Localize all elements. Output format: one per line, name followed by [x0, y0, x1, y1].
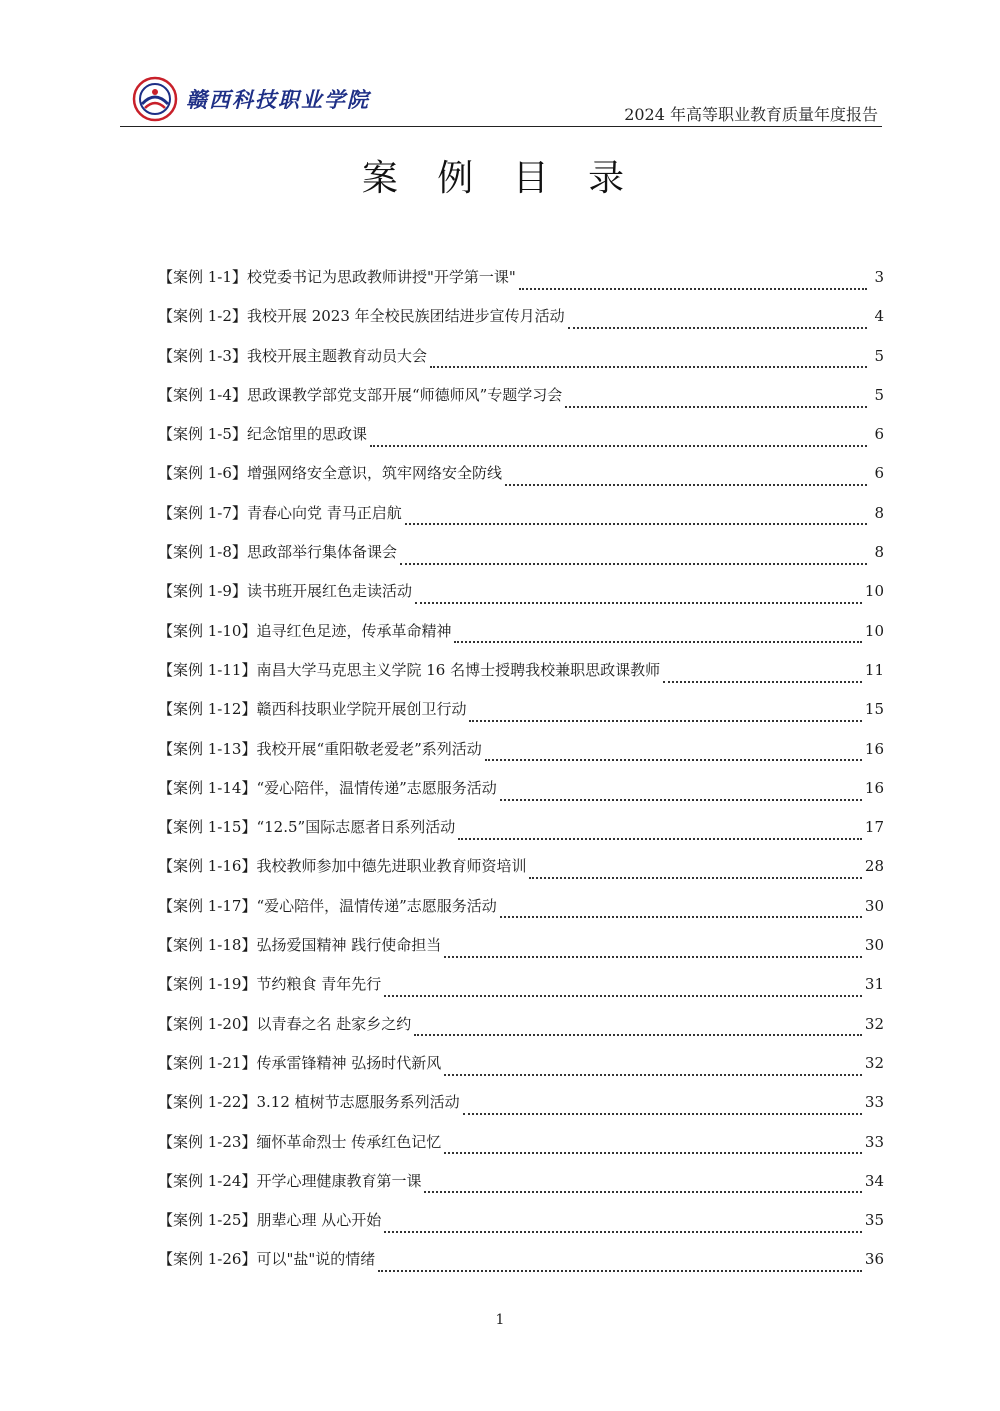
toc-entry-label: 【案例 1-6】 — [158, 464, 247, 483]
toc-dot-leader — [463, 1113, 862, 1115]
toc-entry-page: 16 — [864, 739, 884, 758]
toc-entry-page: 33 — [864, 1093, 884, 1112]
toc-entry[interactable] — [158, 462, 884, 501]
page-title: 案 例 目 录 — [361, 158, 639, 199]
toc-entry[interactable] — [158, 266, 884, 305]
toc-entry-page: 10 — [864, 582, 884, 601]
toc-dot-leader — [405, 523, 867, 525]
toc-entry[interactable] — [158, 345, 884, 384]
toc-entry-page: 15 — [864, 700, 884, 719]
toc-dot-leader — [500, 916, 862, 918]
toc-entry[interactable] — [158, 384, 884, 423]
toc-dot-leader — [444, 1074, 862, 1076]
table-of-contents — [158, 266, 884, 1288]
toc-entry-label: 【案例 1-4】 — [158, 385, 247, 404]
toc-entry-label: 【案例 1-18】 — [158, 936, 257, 955]
toc-dot-leader — [414, 1034, 862, 1036]
toc-entry[interactable] — [158, 855, 884, 894]
toc-entry[interactable] — [158, 1248, 884, 1287]
toc-dot-leader — [505, 484, 867, 486]
toc-dot-leader — [430, 366, 867, 368]
toc-entry-label: 【案例 1-5】 — [158, 425, 247, 444]
toc-dot-leader — [565, 406, 867, 408]
page-header — [120, 72, 882, 127]
toc-dot-leader — [424, 1191, 861, 1193]
school-emblem-icon — [132, 76, 178, 122]
toc-entry[interactable] — [158, 973, 884, 1012]
toc-entry-page: 32 — [864, 1014, 884, 1033]
toc-entry-page: 5 — [874, 385, 884, 404]
toc-entry-page: 16 — [864, 778, 884, 797]
toc-entry[interactable] — [158, 1091, 884, 1130]
toc-entry-label: 【案例 1-17】 — [158, 896, 257, 915]
toc-entry[interactable] — [158, 1052, 884, 1091]
toc-entry-label: 【案例 1-15】 — [158, 818, 257, 837]
toc-entry-page: 35 — [864, 1211, 884, 1230]
toc-dot-leader — [458, 838, 862, 840]
toc-entry-title: 我校开展主题教育动员大会 — [246, 346, 427, 365]
toc-entry-label: 【案例 1-22】 — [158, 1093, 257, 1112]
toc-entry-label: 【案例 1-8】 — [158, 543, 247, 562]
toc-entry-title: “爱心陪伴，温情传递”志愿服务活动 — [256, 896, 497, 915]
toc-entry-label: 【案例 1-9】 — [158, 582, 247, 601]
toc-entry-label: 【案例 1-3】 — [158, 346, 247, 365]
toc-entry-title: 传承雷锋精神 弘扬时代新风 — [256, 1053, 442, 1072]
toc-dot-leader — [444, 1152, 862, 1154]
toc-dot-leader — [378, 1270, 862, 1272]
toc-entry-page: 32 — [864, 1053, 884, 1072]
toc-entry-label: 【案例 1-24】 — [158, 1171, 257, 1190]
toc-entry-title: 青春心向党 青马正启航 — [246, 503, 402, 522]
toc-entry-title: 弘扬爱国精神 践行使命担当 — [256, 936, 442, 955]
toc-entry-label: 【案例 1-21】 — [158, 1053, 257, 1072]
toc-dot-leader — [384, 995, 862, 997]
toc-dot-leader — [384, 1231, 862, 1233]
toc-entry-label: 【案例 1-14】 — [158, 778, 257, 797]
toc-entry-page: 30 — [864, 936, 884, 955]
toc-entry-title: 节约粮食 青年先行 — [256, 975, 382, 994]
toc-entry[interactable] — [158, 934, 884, 973]
toc-entry-label: 【案例 1-16】 — [158, 857, 257, 876]
toc-entry-label: 【案例 1-11】 — [158, 660, 257, 679]
toc-entry[interactable] — [158, 580, 884, 619]
toc-entry[interactable] — [158, 738, 884, 777]
toc-entry[interactable] — [158, 659, 884, 698]
toc-entry-page: 36 — [864, 1250, 884, 1269]
toc-dot-leader — [500, 799, 862, 801]
page-number: 1 — [495, 1312, 505, 1328]
toc-entry-page: 28 — [864, 857, 884, 876]
toc-entry[interactable] — [158, 1209, 884, 1248]
toc-entry-title: 3.12 植树节志愿服务系列活动 — [256, 1093, 460, 1112]
toc-entry-page: 4 — [874, 307, 884, 326]
toc-entry-page: 34 — [864, 1171, 884, 1190]
toc-dot-leader — [469, 720, 861, 722]
toc-entry-title: 校党委书记为思政教师讲授"开学第一课" — [246, 268, 516, 286]
toc-entry[interactable] — [158, 1170, 884, 1209]
toc-entry-page: 10 — [864, 621, 884, 640]
toc-entry-page: 33 — [864, 1132, 884, 1151]
toc-entry-page: 30 — [864, 896, 884, 915]
toc-entry-title: 我校开展 2023 年全校民族团结进步宣传月活动 — [246, 307, 565, 326]
toc-entry-title: 读书班开展红色走读活动 — [246, 582, 412, 601]
toc-entry[interactable] — [158, 777, 884, 816]
toc-dot-leader — [444, 956, 862, 958]
toc-entry-label: 【案例 1-2】 — [158, 307, 247, 326]
toc-entry-title: 我校开展“重阳敬老爱老”系列活动 — [256, 739, 482, 758]
toc-entry[interactable] — [158, 423, 884, 462]
toc-entry-page: 8 — [874, 543, 884, 562]
toc-dot-leader — [663, 681, 862, 683]
toc-entry-label: 【案例 1-12】 — [158, 700, 257, 719]
toc-entry-title: 纪念馆里的思政课 — [246, 425, 367, 444]
toc-dot-leader — [568, 327, 867, 329]
toc-entry-page: 11 — [864, 660, 884, 679]
toc-dot-leader — [400, 563, 867, 565]
toc-entry-page: 6 — [874, 464, 884, 483]
toc-entry-label: 【案例 1-23】 — [158, 1132, 257, 1151]
toc-dot-leader — [415, 602, 862, 604]
toc-entry-page: 3 — [874, 268, 884, 286]
toc-entry-label: 【案例 1-7】 — [158, 503, 247, 522]
toc-entry-title: 我校教师参加中德先进职业教育师资培训 — [256, 857, 527, 876]
toc-entry-label: 【案例 1-20】 — [158, 1014, 257, 1033]
toc-dot-leader — [485, 759, 862, 761]
toc-entry-title: “爱心陪伴，温情传递”志愿服务活动 — [256, 778, 497, 797]
toc-entry-title: 思政课教学部党支部开展“师德师风”专题学习会 — [246, 385, 563, 404]
toc-dot-leader — [529, 877, 861, 879]
toc-entry-title: 思政部举行集体备课会 — [246, 543, 397, 562]
toc-entry-label: 【案例 1-13】 — [158, 739, 257, 758]
toc-entry-title: 以青春之名 赴家乡之约 — [256, 1014, 412, 1033]
toc-entry-title: 南昌大学马克思主义学院 16 名博士授聘我校兼职思政课教师 — [256, 660, 661, 679]
toc-entry-title: “12.5”国际志愿者日系列活动 — [256, 818, 456, 837]
toc-entry-title: 朋辈心理 从心开始 — [256, 1211, 382, 1230]
toc-entry-title: 赣西科技职业学院开展创卫行动 — [256, 700, 467, 719]
toc-entry-page: 17 — [864, 818, 884, 837]
toc-entry[interactable] — [158, 541, 884, 580]
toc-entry-label: 【案例 1-1】 — [158, 268, 247, 286]
toc-entry-page: 5 — [874, 346, 884, 365]
toc-entry-page: 31 — [864, 975, 884, 994]
toc-entry[interactable] — [158, 698, 884, 737]
toc-entry[interactable] — [158, 305, 884, 344]
toc-entry-title: 增强网络安全意识，筑牢网络安全防线 — [246, 464, 502, 483]
toc-entry-label: 【案例 1-26】 — [158, 1250, 257, 1269]
school-name: 赣西科技职业学院 — [186, 87, 370, 112]
toc-entry-label: 【案例 1-10】 — [158, 621, 257, 640]
toc-entry-page: 8 — [874, 503, 884, 522]
toc-dot-leader — [519, 288, 867, 290]
toc-entry-title: 开学心理健康教育第一课 — [256, 1171, 422, 1190]
toc-entry[interactable] — [158, 895, 884, 934]
toc-entry[interactable] — [158, 1013, 884, 1052]
toc-entry[interactable] — [158, 502, 884, 541]
toc-entry-label: 【案例 1-25】 — [158, 1211, 257, 1230]
toc-entry-label: 【案例 1-19】 — [158, 975, 257, 994]
toc-entry-title: 可以"盐"说的情绪 — [256, 1250, 376, 1269]
report-title: 2024 年高等职业教育质量年度报告 — [624, 105, 878, 124]
toc-entry[interactable] — [158, 816, 884, 855]
toc-entry-page: 6 — [874, 425, 884, 444]
school-logo — [132, 76, 370, 122]
toc-entry-title: 追寻红色足迹，传承革命精神 — [256, 621, 452, 640]
toc-entry[interactable] — [158, 620, 884, 659]
toc-dot-leader — [370, 445, 867, 447]
toc-dot-leader — [454, 641, 861, 643]
toc-entry-title: 缅怀革命烈士 传承红色记忆 — [256, 1132, 442, 1151]
toc-entry[interactable] — [158, 1131, 884, 1170]
